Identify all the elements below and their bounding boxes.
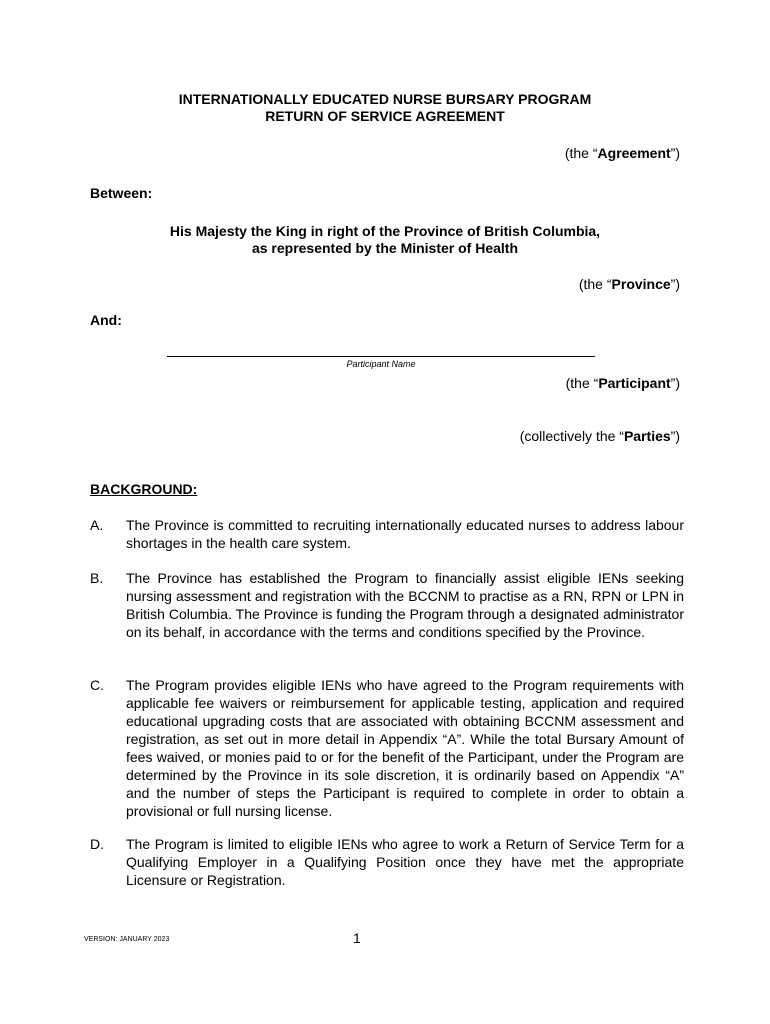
participant-term: Participant bbox=[598, 375, 671, 391]
between-label: Between: bbox=[90, 185, 153, 201]
participant-name-caption: Participant Name bbox=[346, 359, 416, 369]
agreement-term: Agreement bbox=[597, 145, 671, 161]
item-letter: C. bbox=[90, 677, 104, 693]
parties-definition: (collectively the “Parties”) bbox=[519, 428, 680, 444]
item-text: The Program is limited to eligible IENs who agree to work a Return of Service Term for a Qualifying Employer in a Qualifying Position once they have met the appropriate Licensure or Registration. bbox=[126, 836, 684, 888]
background-item bbox=[90, 569, 684, 641]
province-party-line2: as represented by the Minister of Health bbox=[251, 240, 519, 256]
province-term: Province bbox=[611, 276, 671, 292]
background-item bbox=[90, 676, 684, 820]
province-definition: (the “Province”) bbox=[578, 276, 680, 292]
background-item bbox=[90, 516, 684, 552]
item-text: The Province is committed to recruiting internationally educated nurses to address labour shortages in the health care system. bbox=[126, 517, 684, 551]
item-text: The Program provides eligible IENs who have agreed to the Program requirements with applicable fee waivers or reimbursement for applicable testing, application and required educational upgrading costs that are associated with obtaining BCCNM assessment and registration, as set out in more detail in Appendix “A”. While the total Bursary Amount of fees waived, or monies paid to or for the benefit of the Participant, under the Program are determined by the Province in its sole discretion, it is ordinarily based on Appendix “A” and the number of steps the Participant is required to complete in order to obtain a provisional or full nursing license. bbox=[126, 677, 684, 819]
background-heading: BACKGROUND: bbox=[90, 481, 198, 497]
footer-version: VERSION: JANUARY 2023 bbox=[84, 936, 170, 943]
province-party-line1: His Majesty the King in right of the Province of British Columbia, bbox=[169, 223, 601, 239]
item-letter: B. bbox=[90, 570, 104, 586]
participant-name-line[interactable] bbox=[167, 356, 595, 357]
document-title-line2: RETURN OF SERVICE AGREEMENT bbox=[265, 108, 505, 124]
participant-definition: (the “Participant”) bbox=[565, 375, 680, 391]
item-letter: D. bbox=[90, 836, 104, 852]
and-label: And: bbox=[90, 312, 122, 328]
parties-term: Parties bbox=[623, 428, 671, 444]
background-item bbox=[90, 835, 684, 889]
item-text: The Province has established the Program to financially assist eligible IENs seeking nursing assessment and registration with the BCCNM to practise as a RN, RPN or LPN in British Columbia. The Province is funding the Program through a designated administrator on its behalf, in accordance with the terms and conditions specified by the Province. bbox=[126, 570, 684, 640]
agreement-definition: (the “Agreement”) bbox=[564, 145, 680, 161]
page-number: 1 bbox=[353, 930, 361, 946]
document-title-line1: INTERNATIONALLY EDUCATED NURSE BURSARY PROGRAM bbox=[178, 91, 592, 107]
item-letter: A. bbox=[90, 517, 104, 533]
